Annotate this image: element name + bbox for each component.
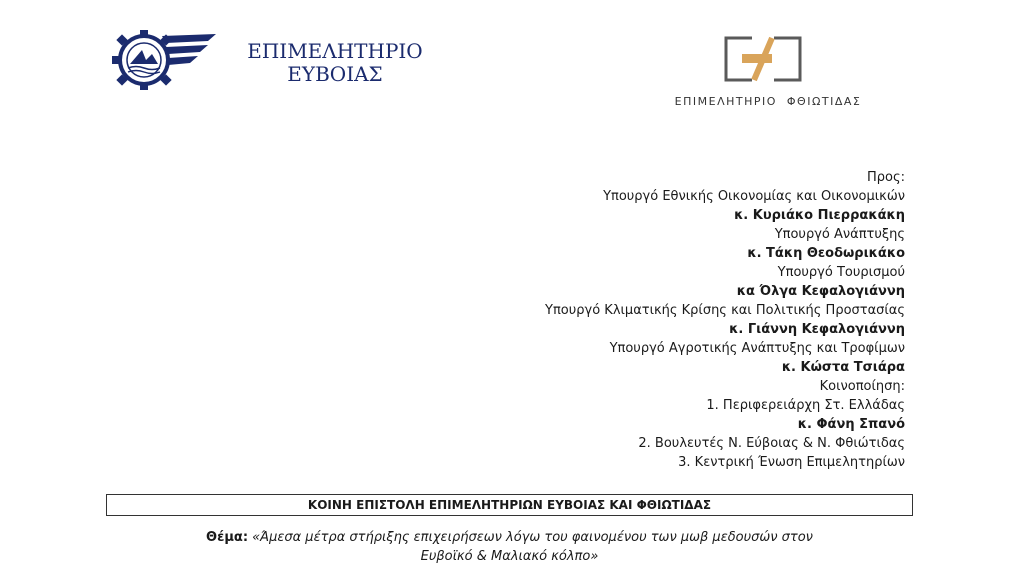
recipient-line: Υπουργό Τουρισμού bbox=[777, 265, 905, 280]
recipient-line: Υπουργό Αγροτικής Ανάπτυξης και Τροφίμων bbox=[609, 341, 905, 356]
recipient-line: 3. Κεντρική Ένωση Επιμελητηρίων bbox=[678, 455, 905, 470]
euboea-name-line1: ΕΠΙΜΕΛΗΤΗΡΙΟ bbox=[247, 39, 423, 63]
recipient-line: 1. Περιφερειάρχη Στ. Ελλάδας bbox=[706, 398, 905, 413]
recipient-line: Υπουργό Ανάπτυξης bbox=[774, 227, 905, 242]
fthiotida-chamber-name: ΕΠΙΜΕΛΗΤΗΡΙΟ ΦΘΙΩΤΙΔΑΣ bbox=[674, 95, 862, 108]
stylized-e-mark-icon bbox=[722, 34, 804, 84]
recipient-line: Υπουργό Κλιματικής Κρίσης και Πολιτικής Προστασίας bbox=[545, 303, 905, 318]
subject-label: Θέμα: bbox=[206, 530, 249, 545]
euboea-chamber-logo bbox=[112, 30, 442, 92]
recipient-line: Κοινοποίηση: bbox=[819, 379, 905, 394]
recipient-line: κ. Φάνη Σπανό bbox=[797, 417, 905, 432]
fthiotida-chamber-logo bbox=[648, 34, 888, 114]
recipient-line: Προς: bbox=[867, 170, 905, 185]
gear-ship-emblem-icon bbox=[112, 30, 220, 90]
recipient-line: κ. Τάκη Θεοδωρικάκο bbox=[747, 246, 905, 261]
recipient-line: 2. Βουλευτές Ν. Εύβοιας & Ν. Φθιώτιδας bbox=[638, 436, 905, 451]
subject-text-line2: Ευβοϊκό & Μαλιακό κόλπο» bbox=[420, 549, 599, 564]
recipient-line: κ. Κώστα Τσιάρα bbox=[781, 360, 905, 375]
subject-line1 bbox=[106, 528, 913, 547]
subject-block bbox=[106, 528, 913, 566]
recipient-line: κ. Κυριάκο Πιερρακάκη bbox=[734, 208, 905, 223]
euboea-name-line2: ΕΥΒΟΙΑΣ bbox=[287, 62, 383, 86]
recipient-line: κα Όλγα Κεφαλογιάννη bbox=[736, 284, 905, 299]
subject-text-line1: «Άμεσα μέτρα στήριξης επιχειρήσεων λόγω του φαινομένου των μωβ μεδουσών στον bbox=[252, 530, 813, 545]
recipient-line: Υπουργό Εθνικής Οικονομίας και Οικονομικών bbox=[603, 189, 905, 204]
recipient-line: κ. Γιάννη Κεφαλογιάννη bbox=[729, 322, 905, 337]
recipients-block bbox=[545, 168, 905, 472]
joint-letter-banner: ΚΟΙΝΗ ΕΠΙΣΤΟΛΗ ΕΠΙΜΕΛΗΤΗΡΙΩΝ ΕΥΒΟΙΑΣ ΚΑΙ ΦΘΙΩΤΙΔΑΣ bbox=[106, 494, 913, 516]
euboea-chamber-name bbox=[230, 40, 440, 86]
